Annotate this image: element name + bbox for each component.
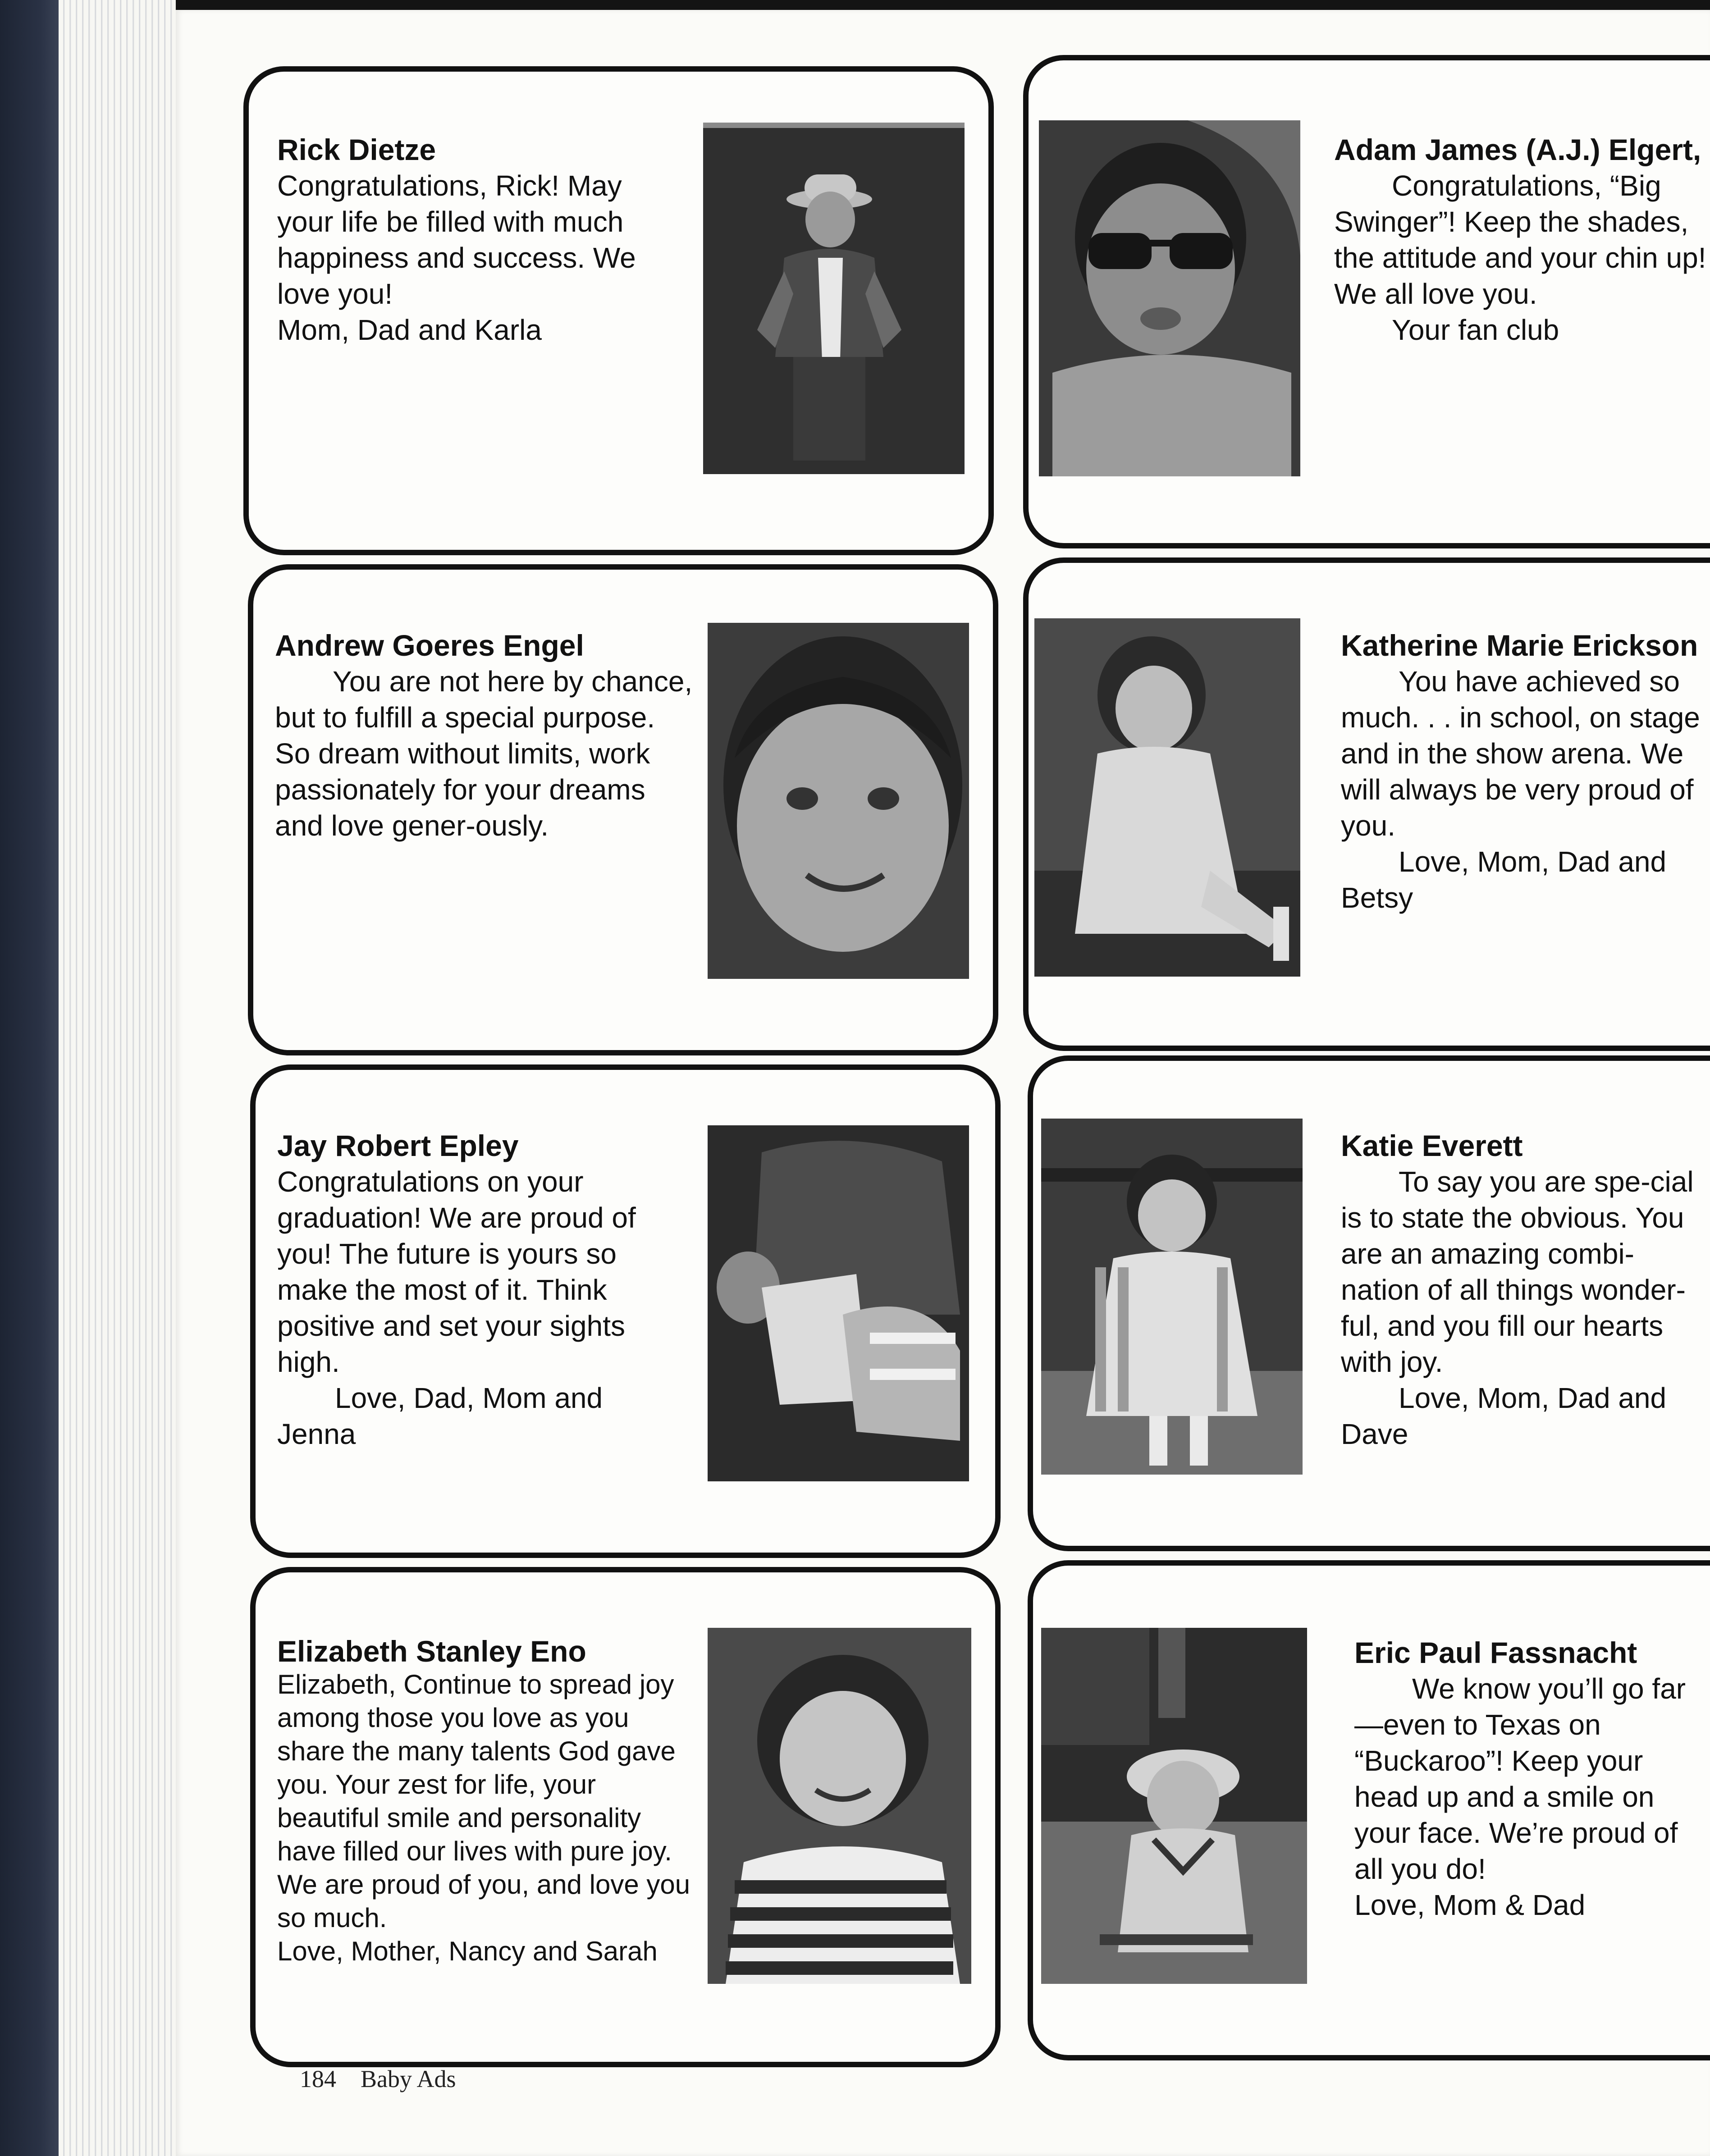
page-footer — [300, 2065, 456, 2093]
ad-name: Jay Robert Epley — [277, 1129, 519, 1162]
ad-message: Congratulations, “Big Swinger”! Keep the shades, the attitude and your chin up! We all love you. Your fan club — [1334, 169, 1706, 346]
ad-name: Rick Dietze — [277, 133, 436, 166]
photo-katie-everett — [1041, 1119, 1303, 1475]
page-number: 184 — [300, 2065, 336, 2092]
photo-jay-epley — [708, 1125, 969, 1481]
photo-katherine-erickson — [1034, 618, 1300, 977]
book-spine — [0, 0, 59, 2156]
ad-message: You are not here by chance, but to fulfill a special purpose. So dream without limits, work passionately for your dreams and love gener-ously. — [275, 665, 693, 842]
ad-message: Congratulations on your graduation! We are proud of you! The future is yours so make the most of it. Think positive and set your sights high. Love, Dad, Mom and Jenna — [277, 1165, 636, 1450]
ad-name: Katherine Marie Erickson — [1341, 629, 1698, 662]
photo-adam-elgert — [1039, 120, 1300, 476]
ad-text-rick-dietze — [277, 132, 674, 348]
ad-message: Elizabeth, Continue to spread joy among those you love as you share the many talents God gave you. Your zest for life, your beautiful smile and personality have filled our lives with pure joy. We are proud of you, and love you so much. Love, Mother, Nancy and Sarah — [277, 1669, 690, 1966]
ad-text-katie-everett — [1341, 1128, 1701, 1452]
photo-eric-fassnacht — [1041, 1628, 1307, 1984]
ad-message: We know you’ll go far—even to Texas on “Buckaroo”! Keep your head up and a smile on your face. We’re proud of all you do! Love, Mom & Dad — [1354, 1672, 1686, 1921]
photo-andrew-engel — [708, 623, 969, 979]
ad-name: Adam James (A.J.) Elgert, — [1334, 133, 1701, 166]
ad-text-adam-elgert — [1334, 132, 1710, 348]
yearbook-page — [176, 10, 1710, 2156]
ad-text-andrew-engel — [275, 627, 694, 844]
ad-message: To say you are spe-cial is to state the obvious. You are an amazing combi-nation of all things wonder-ful, and you fill our hearts with joy. Love, Mom, Dad and Dave — [1341, 1165, 1694, 1450]
ad-text-jay-epley — [277, 1128, 683, 1452]
scan-edge — [0, 0, 1710, 10]
ad-message: You have achieved so much. . . in school, on stage and in the show arena. We will always be very proud of you. Love, Mom, Dad and Betsy — [1341, 665, 1700, 914]
ad-name: Eric Paul Fassnacht — [1354, 1636, 1637, 1669]
ad-name: Elizabeth Stanley Eno — [277, 1635, 586, 1668]
ad-name: Katie Everett — [1341, 1129, 1523, 1162]
ad-text-elizabeth-eno — [277, 1635, 692, 1968]
page-edges — [59, 0, 176, 2156]
ad-text-eric-fassnacht — [1354, 1635, 1706, 1923]
ad-name: Andrew Goeres Engel — [275, 629, 584, 662]
photo-elizabeth-eno — [708, 1628, 971, 1984]
ad-text-katherine-erickson — [1341, 627, 1701, 916]
section-title: Baby Ads — [361, 2065, 456, 2092]
ad-message: Congratulations, Rick! May your life be filled with much happiness and success. We love you! Mom, Dad and Karla — [277, 169, 636, 346]
photo-rick-dietze — [703, 123, 965, 474]
